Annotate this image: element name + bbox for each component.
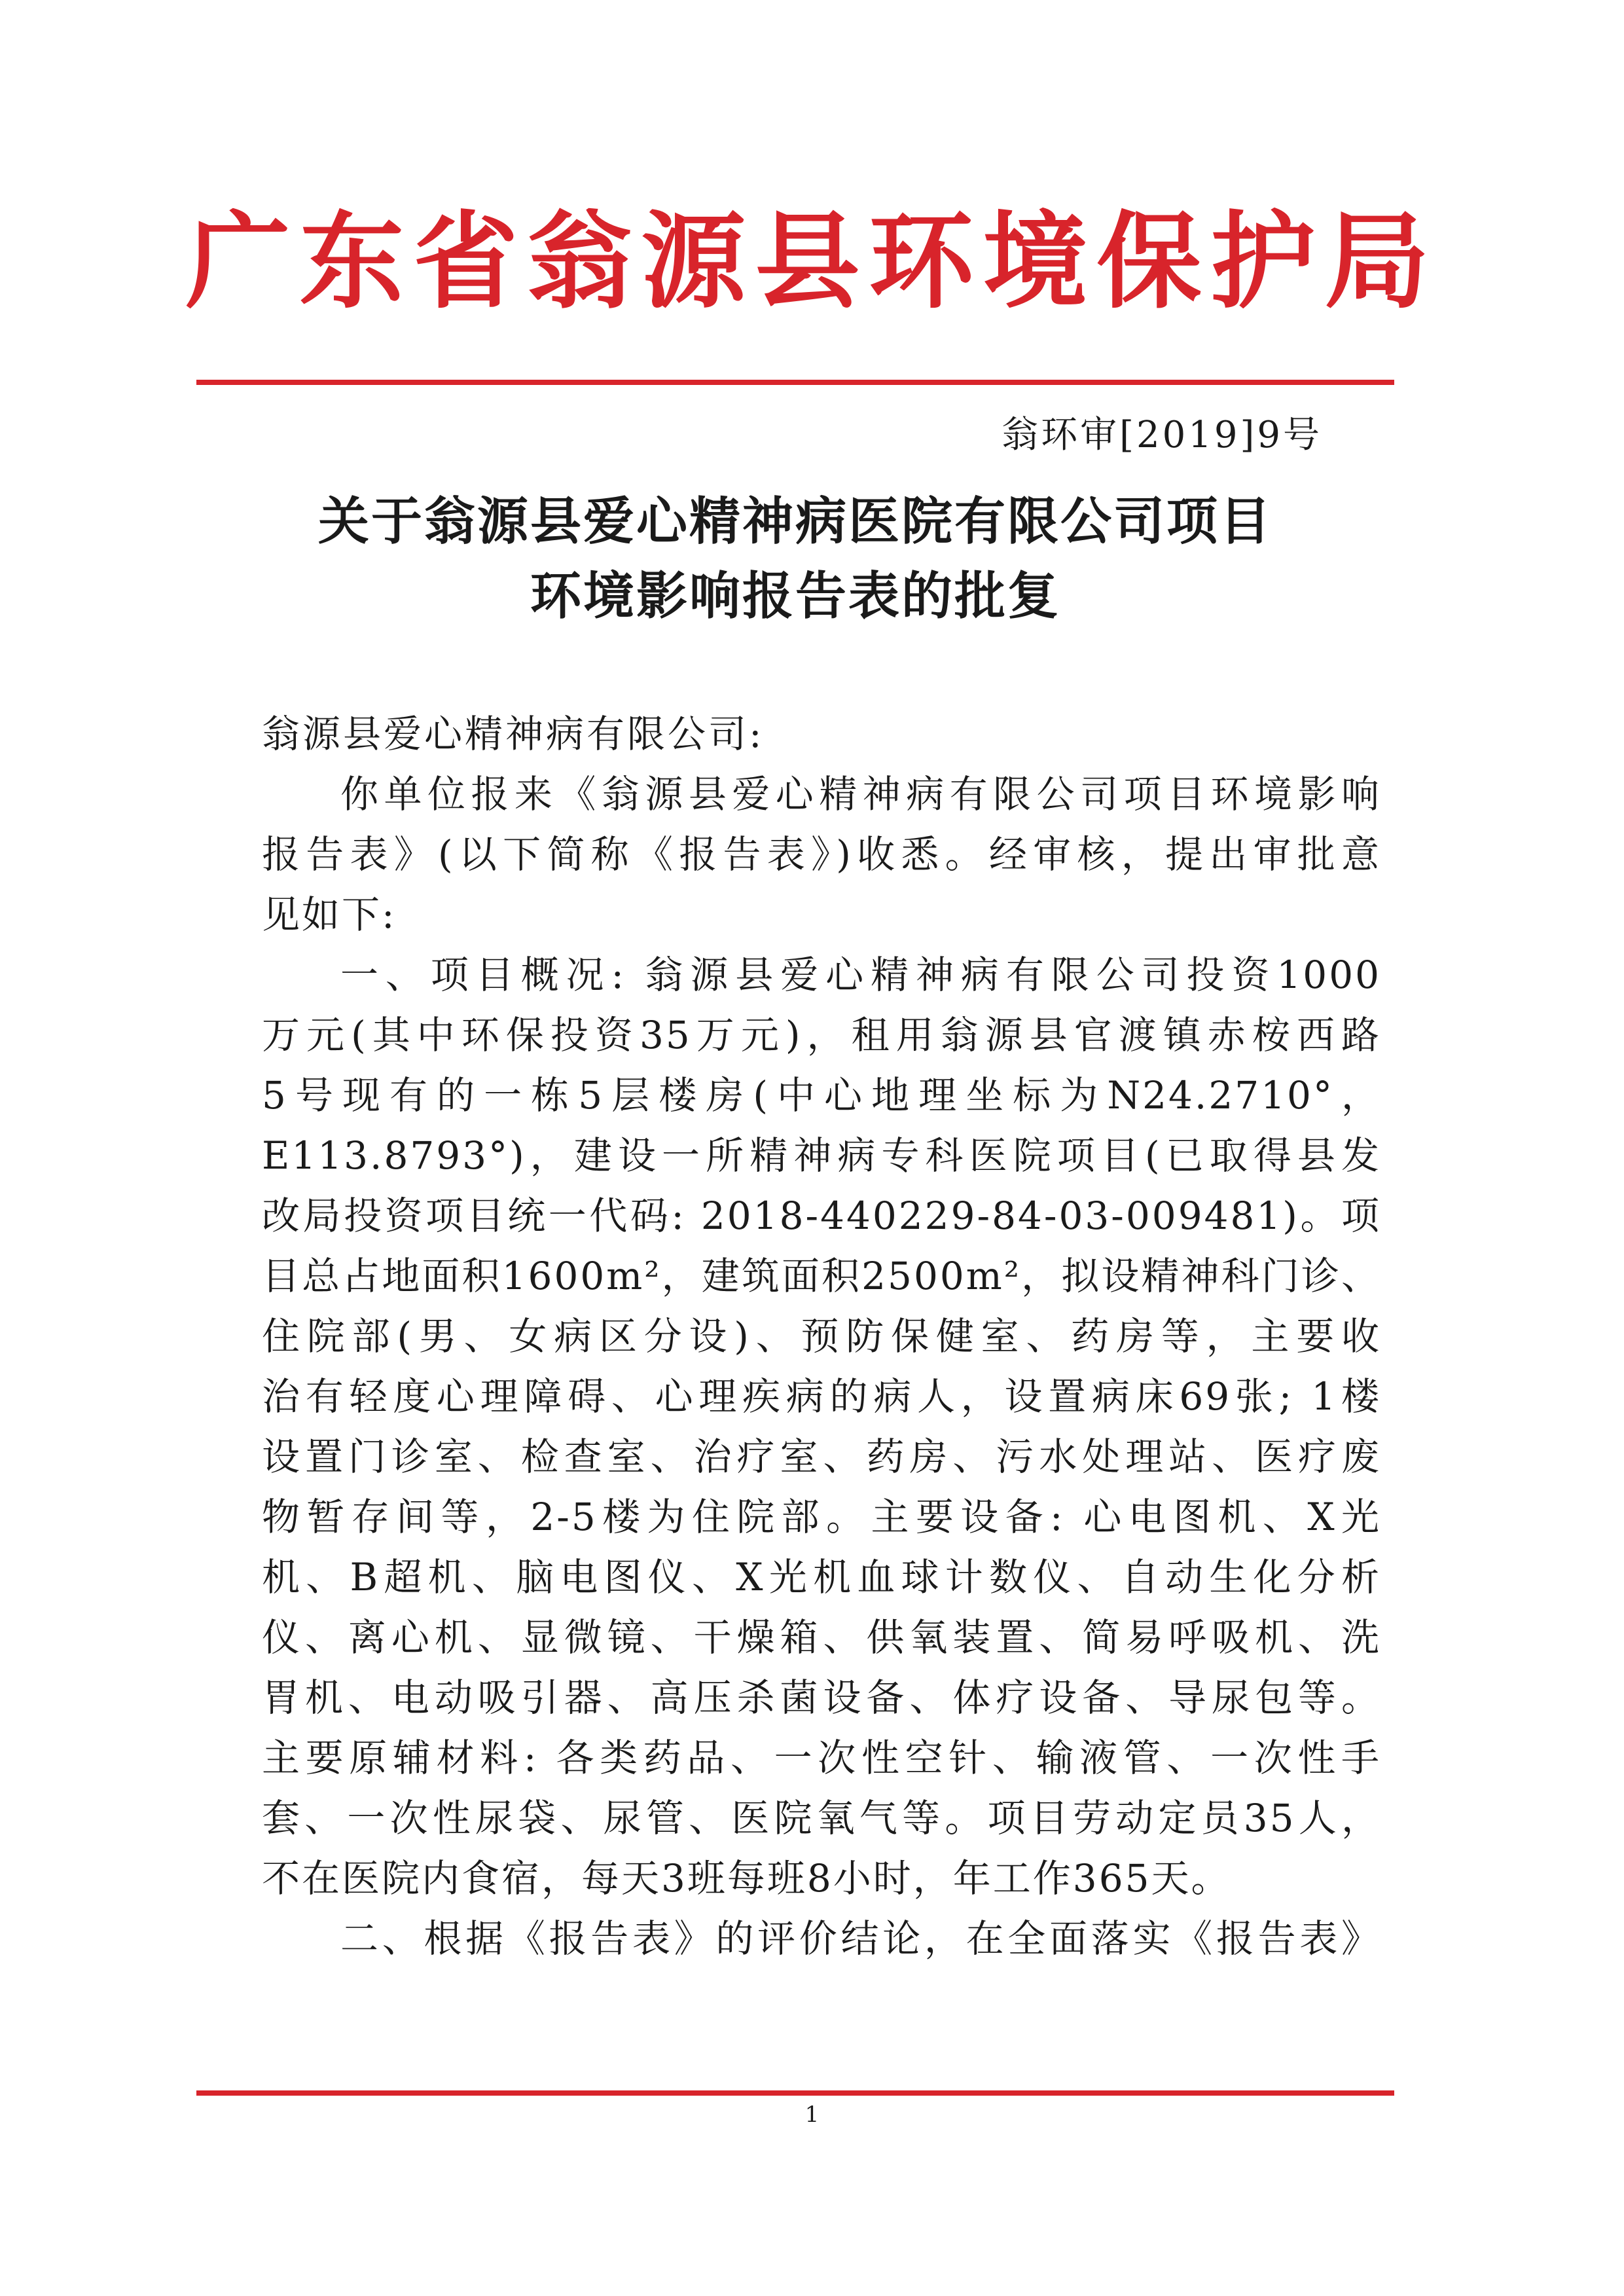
document-title-line-1: 关于翁源县爱心精神病医院有限公司项目: [317, 492, 1272, 551]
footer-divider: [196, 2090, 1394, 2096]
body-line: 二、根据《报告表》的评价结论，在全面落实《报告表》: [340, 1916, 1381, 1961]
body-line: 住院部(男、女病区分设)、预防保健室、药房等，主要收: [262, 1314, 1381, 1358]
page-number: 1: [804, 2102, 820, 2128]
body-line: 主要原辅材料: 各类药品、一次性空针、输液管、一次性手: [262, 1736, 1381, 1780]
body-line: 报告表》(以下简称《报告表》)收悉。经审核，提出审批意: [262, 832, 1381, 877]
body-line: 见如下:: [262, 892, 397, 937]
body-line: 仪、离心机、显微镜、干燥箱、供氧装置、简易呼吸机、洗: [262, 1615, 1381, 1660]
header-divider: [196, 380, 1394, 385]
document-title: [196, 484, 1394, 634]
body-line: E113.8793°)，建设一所精神病专科医院项目(已取得县发: [262, 1133, 1381, 1178]
body-line: 目总占地面积1600m²，建筑面积2500m²，拟设精神科门诊、: [262, 1254, 1381, 1298]
body-line: 改局投资项目统一代码: 2018-440229-84-03-009481)。项: [262, 1194, 1381, 1238]
body-line: 机、B超机、脑电图仪、X光机血球计数仪、自动生化分析: [262, 1555, 1381, 1599]
body-line: 设置门诊室、检查室、治疗室、药房、污水处理站、医疗废: [262, 1434, 1381, 1479]
document-body: [262, 764, 1381, 1969]
body-line: 治有轻度心理障碍、心理疾病的病人，设置病床69张; 1楼: [262, 1374, 1381, 1419]
document-title-line-2: 环境影响报告表的批复: [530, 567, 1060, 626]
body-line: 胃机、电动吸引器、高压杀菌设备、体疗设备、导尿包等。: [262, 1675, 1381, 1720]
document-number: 翁环审[2019]9号: [1001, 414, 1322, 456]
body-line: 一、项目概况: 翁源县爱心精神病有限公司投资1000: [340, 953, 1381, 997]
body-line: 万元(其中环保投资35万元)，租用翁源县官渡镇赤桉西路: [262, 1013, 1381, 1057]
body-line: 不在医院内食宿，每天3班每班8小时，年工作365天。: [262, 1856, 1231, 1901]
body-line: 你单位报来《翁源县爱心精神病有限公司项目环境影响: [340, 772, 1381, 816]
addressee: 翁源县爱心精神病有限公司:: [262, 712, 765, 756]
body-line: 5号现有的一栋5层楼房(中心地理坐标为N24.2710°，: [262, 1073, 1381, 1118]
issuing-agency-title: 广东省翁源县环境保护局: [185, 200, 1439, 323]
body-line: 物暂存间等，2-5楼为住院部。主要设备: 心电图机、X光: [262, 1495, 1381, 1539]
body-line: 套、一次性尿袋、尿管、医院氧气等。项目劳动定员35人，: [262, 1796, 1381, 1840]
